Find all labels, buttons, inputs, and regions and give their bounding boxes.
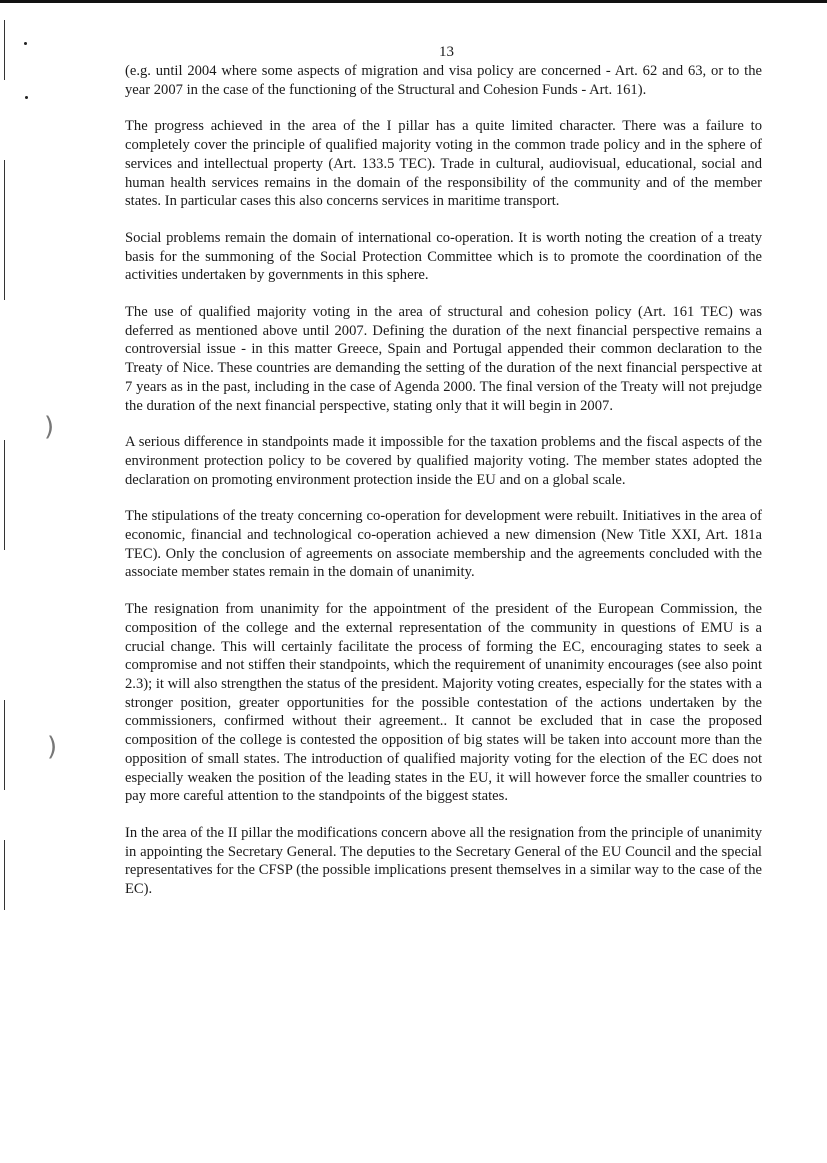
- paragraph: In the area of the II pillar the modifications concern above all the resignation from the principle of unanimity in appointing the Secretary General. The deputies to the Secretary General of the EU Council and the special representatives for the CFSP (the possible implications present themselves in a similar way to the case of the EC).: [125, 824, 762, 898]
- page-number: 13: [439, 44, 454, 60]
- punch-hole-mark: ): [44, 412, 55, 442]
- paragraph: The use of qualified majority voting in the area of structural and cohesion policy (Art. 161 TEC) was deferred as mentioned above until 2007. Defining the duration of the next financial perspective remains a controversial issue - in this matter Greece, Spain and Portugal appended their common declaration to the Treaty of Nice. These countries are demanding the setting of the duration of the next financial perspective at 7 years as in the past, including in the case of Agenda 2000. The final version of the Treaty will not prejudge the duration of the next financial perspective, stating only that it will begin in 2007.: [125, 304, 762, 414]
- scan-edge-mark: [4, 700, 5, 790]
- scan-dot: [25, 96, 28, 99]
- scan-edge-mark: [4, 160, 5, 300]
- scan-edge-mark: [4, 440, 5, 550]
- paragraph: Social problems remain the domain of international co-operation. It is worth noting the creation of a treaty basis for the summoning of the Social Protection Committee which is to promote the coordination of the activities undertaken by governments in this sphere.: [125, 229, 762, 284]
- top-edge-rule: [0, 0, 827, 3]
- scan-edge-mark: [4, 840, 5, 910]
- paragraph: The resignation from unanimity for the appointment of the president of the European Commission, the composition of the college and the external representation of the community in questions of EMU is a crucial change. This will certainly facilitate the process of forming the EC, encouraging states to seek a compromise and not stiffen their standpoints, which the requirement of unanimity encourages (see also point 2.3); it will also strengthen the status of the president. Majority voting creates, especially for the states with a stronger position, greater opportunities for the possible contestation of the actions undertaken by the commissioners, confirmed without their agreement.. It cannot be excluded that in case the proposed composition of the college is contested the opposition of big states will be taken into account more than the opposition of small states. The introduction of qualified majority voting for the election of the EC does not especially weaken the position of the leading states in the EU, it will however force the smaller countries to pay more careful attention to the standpoints of the biggest states.: [125, 601, 762, 805]
- paragraph: The stipulations of the treaty concerning co-operation for development were rebuilt. Initiatives in the area of economic, financial and technological co-operation achieved a new dimension (New Title XXI, Art. 181a TEC). Only the conclusion of agreements on associate membership and the agreements concluded with the associate member states remain in the domain of unanimity.: [125, 508, 762, 581]
- paragraph: A serious difference in standpoints made it impossible for the taxation problems and the fiscal aspects of the environment protection policy to be covered by qualified majority voting. The member states adopted the declaration on promoting environment protection inside the EU and on a global scale.: [125, 434, 762, 488]
- paragraph: (e.g. until 2004 where some aspects of migration and visa policy are concerned - Art. 62 and 63, or to the year 2007 in the case of the functioning of the Structural and Cohesion Funds - Art. 161).: [125, 63, 762, 98]
- paragraph: The progress achieved in the area of the I pillar has a quite limited character. There was a failure to completely cover the principle of qualified majority voting in the common trade policy and in the sphere of services and intellectual property (Art. 133.5 TEC). Trade in cultural, audiovisual, educational, social and human health services remains in the domain of the responsibility of the community and of the member states. In particular cases this also concerns services in maritime transport.: [125, 118, 762, 210]
- punch-hole-mark: ): [47, 732, 58, 762]
- document-body: [125, 62, 762, 917]
